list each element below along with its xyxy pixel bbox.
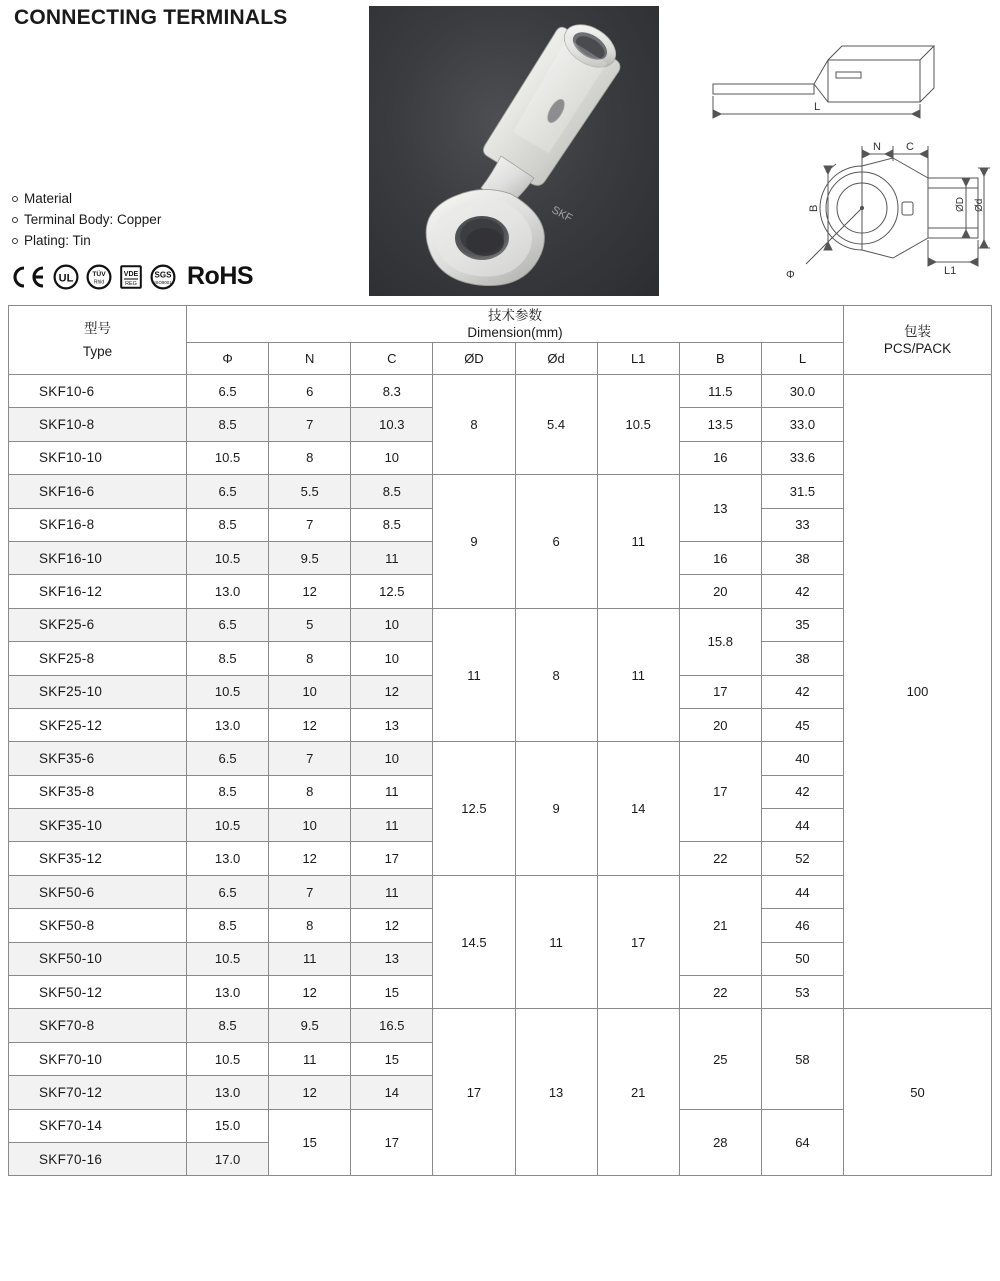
cell-b: 17 bbox=[679, 675, 761, 708]
column-header-n: N bbox=[269, 343, 351, 375]
cell-type: SKF35-8 bbox=[9, 775, 187, 808]
cell-odd: 8 bbox=[515, 608, 597, 742]
cell-n: 5 bbox=[269, 608, 351, 641]
spec-text: Terminal Body: Copper bbox=[24, 212, 162, 227]
specification-table bbox=[8, 305, 992, 1176]
cell-phi: 8.5 bbox=[187, 508, 269, 541]
cell-phi: 10.5 bbox=[187, 1042, 269, 1075]
cell-type: SKF10-10 bbox=[9, 441, 187, 474]
svg-text:SGS: SGS bbox=[154, 270, 172, 279]
cell-type: SKF25-8 bbox=[9, 642, 187, 675]
cell-n: 7 bbox=[269, 875, 351, 908]
vde-mark-icon bbox=[119, 264, 143, 290]
cell-l: 33.0 bbox=[761, 408, 843, 441]
label-Od: Ød bbox=[974, 198, 985, 212]
column-header-dimension-en: Dimension(mm) bbox=[467, 325, 563, 340]
cell-od: 17 bbox=[433, 1009, 515, 1176]
column-header-pack bbox=[844, 306, 992, 375]
cell-c: 11 bbox=[351, 809, 433, 842]
cell-l: 52 bbox=[761, 842, 843, 875]
cell-c: 8.5 bbox=[351, 508, 433, 541]
cell-type: SKF16-12 bbox=[9, 575, 187, 608]
certification-marks bbox=[10, 262, 253, 291]
cell-phi: 13.0 bbox=[187, 575, 269, 608]
cell-b: 22 bbox=[679, 842, 761, 875]
table-row bbox=[9, 375, 992, 408]
cell-n: 11 bbox=[269, 942, 351, 975]
cell-od: 14.5 bbox=[433, 875, 515, 1009]
cell-phi: 8.5 bbox=[187, 408, 269, 441]
label-L: L bbox=[814, 101, 821, 113]
table-head bbox=[9, 306, 992, 375]
cell-l1: 10.5 bbox=[597, 375, 679, 475]
label-N: N bbox=[873, 141, 881, 153]
cell-type: SKF10-8 bbox=[9, 408, 187, 441]
column-header-pack-en: PCS/PACK bbox=[883, 341, 952, 356]
cell-b: 22 bbox=[679, 976, 761, 1009]
cell-phi: 8.5 bbox=[187, 775, 269, 808]
cell-phi: 6.5 bbox=[187, 742, 269, 775]
cell-n: 8 bbox=[269, 441, 351, 474]
cell-phi: 10.5 bbox=[187, 541, 269, 574]
cell-l: 64 bbox=[761, 1109, 843, 1176]
cell-c: 10 bbox=[351, 742, 433, 775]
cell-l1: 14 bbox=[597, 742, 679, 876]
cell-type: SKF35-12 bbox=[9, 842, 187, 875]
cell-n: 12 bbox=[269, 575, 351, 608]
cell-c: 8.5 bbox=[351, 475, 433, 508]
cell-b: 16 bbox=[679, 541, 761, 574]
label-L1: L1 bbox=[944, 265, 957, 277]
cell-b: 20 bbox=[679, 708, 761, 741]
bullet-icon bbox=[12, 238, 18, 244]
cell-od: 11 bbox=[433, 608, 515, 742]
cell-b: 11.5 bbox=[679, 375, 761, 408]
cell-phi: 6.5 bbox=[187, 875, 269, 908]
technical-drawing bbox=[676, 6, 994, 296]
cell-phi: 8.5 bbox=[187, 909, 269, 942]
cell-c: 13 bbox=[351, 942, 433, 975]
svg-text:SKF: SKF bbox=[549, 204, 575, 225]
cell-b: 28 bbox=[679, 1109, 761, 1176]
cell-l: 31.5 bbox=[761, 475, 843, 508]
cell-type: SKF35-6 bbox=[9, 742, 187, 775]
cell-phi: 13.0 bbox=[187, 708, 269, 741]
cell-type: SKF70-8 bbox=[9, 1009, 187, 1042]
cell-c: 14 bbox=[351, 1076, 433, 1109]
cell-od: 12.5 bbox=[433, 742, 515, 876]
list-item bbox=[12, 230, 161, 251]
svg-text:TÜV: TÜV bbox=[92, 270, 106, 278]
column-header-c: C bbox=[351, 343, 433, 375]
cell-type: SKF25-6 bbox=[9, 608, 187, 641]
list-item bbox=[12, 188, 161, 209]
label-Phi: Φ bbox=[786, 269, 795, 281]
cell-b: 25 bbox=[679, 1009, 761, 1109]
cell-b: 16 bbox=[679, 441, 761, 474]
cell-n: 6 bbox=[269, 375, 351, 408]
cell-odd: 13 bbox=[515, 1009, 597, 1176]
cell-n: 7 bbox=[269, 508, 351, 541]
cell-l1: 11 bbox=[597, 608, 679, 742]
copper-lug-image bbox=[369, 6, 659, 296]
cell-l: 40 bbox=[761, 742, 843, 775]
cell-n: 9.5 bbox=[269, 541, 351, 574]
cell-type: SKF70-14 bbox=[9, 1109, 187, 1142]
cell-c: 16.5 bbox=[351, 1009, 433, 1042]
column-header-dimension bbox=[187, 306, 844, 343]
cell-l: 53 bbox=[761, 976, 843, 1009]
cell-n: 9.5 bbox=[269, 1009, 351, 1042]
cell-phi: 10.5 bbox=[187, 809, 269, 842]
specification-table-wrapper bbox=[0, 305, 1000, 1186]
cell-b: 21 bbox=[679, 875, 761, 975]
cell-b: 20 bbox=[679, 575, 761, 608]
ce-mark-icon bbox=[10, 264, 46, 290]
cell-l: 38 bbox=[761, 541, 843, 574]
cell-n: 12 bbox=[269, 1076, 351, 1109]
label-B: B bbox=[808, 204, 820, 212]
product-photo bbox=[369, 6, 659, 296]
cell-n: 5.5 bbox=[269, 475, 351, 508]
cell-l: 58 bbox=[761, 1009, 843, 1109]
bullet-icon bbox=[12, 196, 18, 202]
cell-phi: 6.5 bbox=[187, 608, 269, 641]
cell-phi: 6.5 bbox=[187, 375, 269, 408]
column-header-od: ØD bbox=[433, 343, 515, 375]
cell-phi: 13.0 bbox=[187, 976, 269, 1009]
page-header bbox=[0, 0, 1000, 305]
cell-phi: 13.0 bbox=[187, 1076, 269, 1109]
cell-phi: 10.5 bbox=[187, 675, 269, 708]
cell-type: SKF50-6 bbox=[9, 875, 187, 908]
tuv-mark-icon bbox=[86, 264, 112, 290]
cell-c: 12 bbox=[351, 909, 433, 942]
cell-l: 45 bbox=[761, 708, 843, 741]
cell-n: 8 bbox=[269, 909, 351, 942]
cell-n: 8 bbox=[269, 642, 351, 675]
column-header-pack-zh: 包装 bbox=[904, 324, 931, 339]
cell-c: 11 bbox=[351, 875, 433, 908]
cell-n: 12 bbox=[269, 708, 351, 741]
table-header-row bbox=[9, 306, 992, 343]
cell-l: 38 bbox=[761, 642, 843, 675]
cell-type: SKF25-10 bbox=[9, 675, 187, 708]
cell-l: 33 bbox=[761, 508, 843, 541]
cell-c: 10.3 bbox=[351, 408, 433, 441]
column-header-b: B bbox=[679, 343, 761, 375]
column-header-l: L bbox=[761, 343, 843, 375]
cell-odd: 6 bbox=[515, 475, 597, 609]
spec-text: Plating: Tin bbox=[24, 233, 91, 248]
cell-l1: 17 bbox=[597, 875, 679, 1009]
cell-c: 8.3 bbox=[351, 375, 433, 408]
column-header-type bbox=[9, 306, 187, 375]
cell-pack: 100 bbox=[844, 375, 992, 1009]
cell-c: 11 bbox=[351, 775, 433, 808]
spec-text: Material bbox=[24, 191, 73, 206]
cell-type: SKF16-8 bbox=[9, 508, 187, 541]
cell-pack: 50 bbox=[844, 1009, 992, 1176]
material-spec-list bbox=[12, 188, 161, 251]
column-header-dimension-zh: 技术参数 bbox=[488, 308, 542, 323]
list-item bbox=[12, 209, 161, 230]
cell-l: 44 bbox=[761, 875, 843, 908]
page-title: CONNECTING TERMINALS bbox=[14, 6, 288, 29]
table-row bbox=[9, 1009, 992, 1042]
cell-type: SKF16-6 bbox=[9, 475, 187, 508]
cell-type: SKF35-10 bbox=[9, 809, 187, 842]
cell-l: 42 bbox=[761, 775, 843, 808]
cell-n: 10 bbox=[269, 809, 351, 842]
label-OD: ØD bbox=[955, 197, 966, 212]
cell-c: 10 bbox=[351, 642, 433, 675]
cell-c: 13 bbox=[351, 708, 433, 741]
cell-od: 9 bbox=[433, 475, 515, 609]
cell-type: SKF25-12 bbox=[9, 708, 187, 741]
cell-n: 12 bbox=[269, 976, 351, 1009]
column-header-l1: L1 bbox=[597, 343, 679, 375]
cell-b: 13 bbox=[679, 475, 761, 542]
cell-l: 33.6 bbox=[761, 441, 843, 474]
rohs-label: RoHS bbox=[187, 262, 254, 290]
cell-type: SKF70-12 bbox=[9, 1076, 187, 1109]
cell-n: 8 bbox=[269, 775, 351, 808]
label-C: C bbox=[906, 141, 914, 153]
cell-type: SKF50-12 bbox=[9, 976, 187, 1009]
cell-l: 42 bbox=[761, 575, 843, 608]
cell-n: 10 bbox=[269, 675, 351, 708]
dimension-diagram bbox=[676, 6, 994, 296]
cell-c: 17 bbox=[351, 842, 433, 875]
cell-l: 42 bbox=[761, 675, 843, 708]
cell-type: SKF50-10 bbox=[9, 942, 187, 975]
cell-n: 7 bbox=[269, 408, 351, 441]
cell-od: 8 bbox=[433, 375, 515, 475]
cell-c: 15 bbox=[351, 976, 433, 1009]
cell-b: 15.8 bbox=[679, 608, 761, 675]
cell-l: 46 bbox=[761, 909, 843, 942]
ul-mark-icon bbox=[53, 264, 79, 290]
cell-type: SKF70-16 bbox=[9, 1142, 187, 1175]
svg-text:REG: REG bbox=[125, 280, 137, 287]
cell-c: 17 bbox=[351, 1109, 433, 1176]
svg-text:VDE: VDE bbox=[123, 270, 139, 278]
cell-phi: 13.0 bbox=[187, 842, 269, 875]
cell-b: 13.5 bbox=[679, 408, 761, 441]
bullet-icon bbox=[12, 217, 18, 223]
cell-phi: 8.5 bbox=[187, 642, 269, 675]
cell-phi: 15.0 bbox=[187, 1109, 269, 1142]
cell-phi: 10.5 bbox=[187, 441, 269, 474]
cell-odd: 9 bbox=[515, 742, 597, 876]
column-header-type-en: Type bbox=[82, 344, 113, 359]
cell-c: 10 bbox=[351, 608, 433, 641]
cell-type: SKF50-8 bbox=[9, 909, 187, 942]
cell-l1: 21 bbox=[597, 1009, 679, 1176]
column-header-odd: Ød bbox=[515, 343, 597, 375]
sgs-mark-icon bbox=[150, 264, 176, 290]
cell-c: 12 bbox=[351, 675, 433, 708]
cell-l: 30.0 bbox=[761, 375, 843, 408]
cell-c: 12.5 bbox=[351, 575, 433, 608]
cell-c: 15 bbox=[351, 1042, 433, 1075]
cell-phi: 6.5 bbox=[187, 475, 269, 508]
cell-odd: 11 bbox=[515, 875, 597, 1009]
table-body bbox=[9, 375, 992, 1176]
cell-b: 17 bbox=[679, 742, 761, 842]
column-header-phi: Φ bbox=[187, 343, 269, 375]
cell-n: 7 bbox=[269, 742, 351, 775]
svg-text:UL: UL bbox=[58, 272, 74, 284]
cell-l1: 11 bbox=[597, 475, 679, 609]
cell-n: 15 bbox=[269, 1109, 351, 1176]
svg-text:ISO9001: ISO9001 bbox=[154, 279, 172, 285]
cell-phi: 8.5 bbox=[187, 1009, 269, 1042]
cell-odd: 5.4 bbox=[515, 375, 597, 475]
cell-type: SKF10-6 bbox=[9, 375, 187, 408]
cell-type: SKF70-10 bbox=[9, 1042, 187, 1075]
cell-n: 11 bbox=[269, 1042, 351, 1075]
cell-l: 44 bbox=[761, 809, 843, 842]
column-header-type-zh: 型号 bbox=[84, 321, 111, 336]
cell-phi: 10.5 bbox=[187, 942, 269, 975]
cell-l: 50 bbox=[761, 942, 843, 975]
cell-type: SKF16-10 bbox=[9, 541, 187, 574]
cell-n: 12 bbox=[269, 842, 351, 875]
cell-c: 10 bbox=[351, 441, 433, 474]
cell-l: 35 bbox=[761, 608, 843, 641]
cell-c: 11 bbox=[351, 541, 433, 574]
cell-phi: 17.0 bbox=[187, 1142, 269, 1175]
svg-text:Rhld: Rhld bbox=[93, 279, 105, 285]
